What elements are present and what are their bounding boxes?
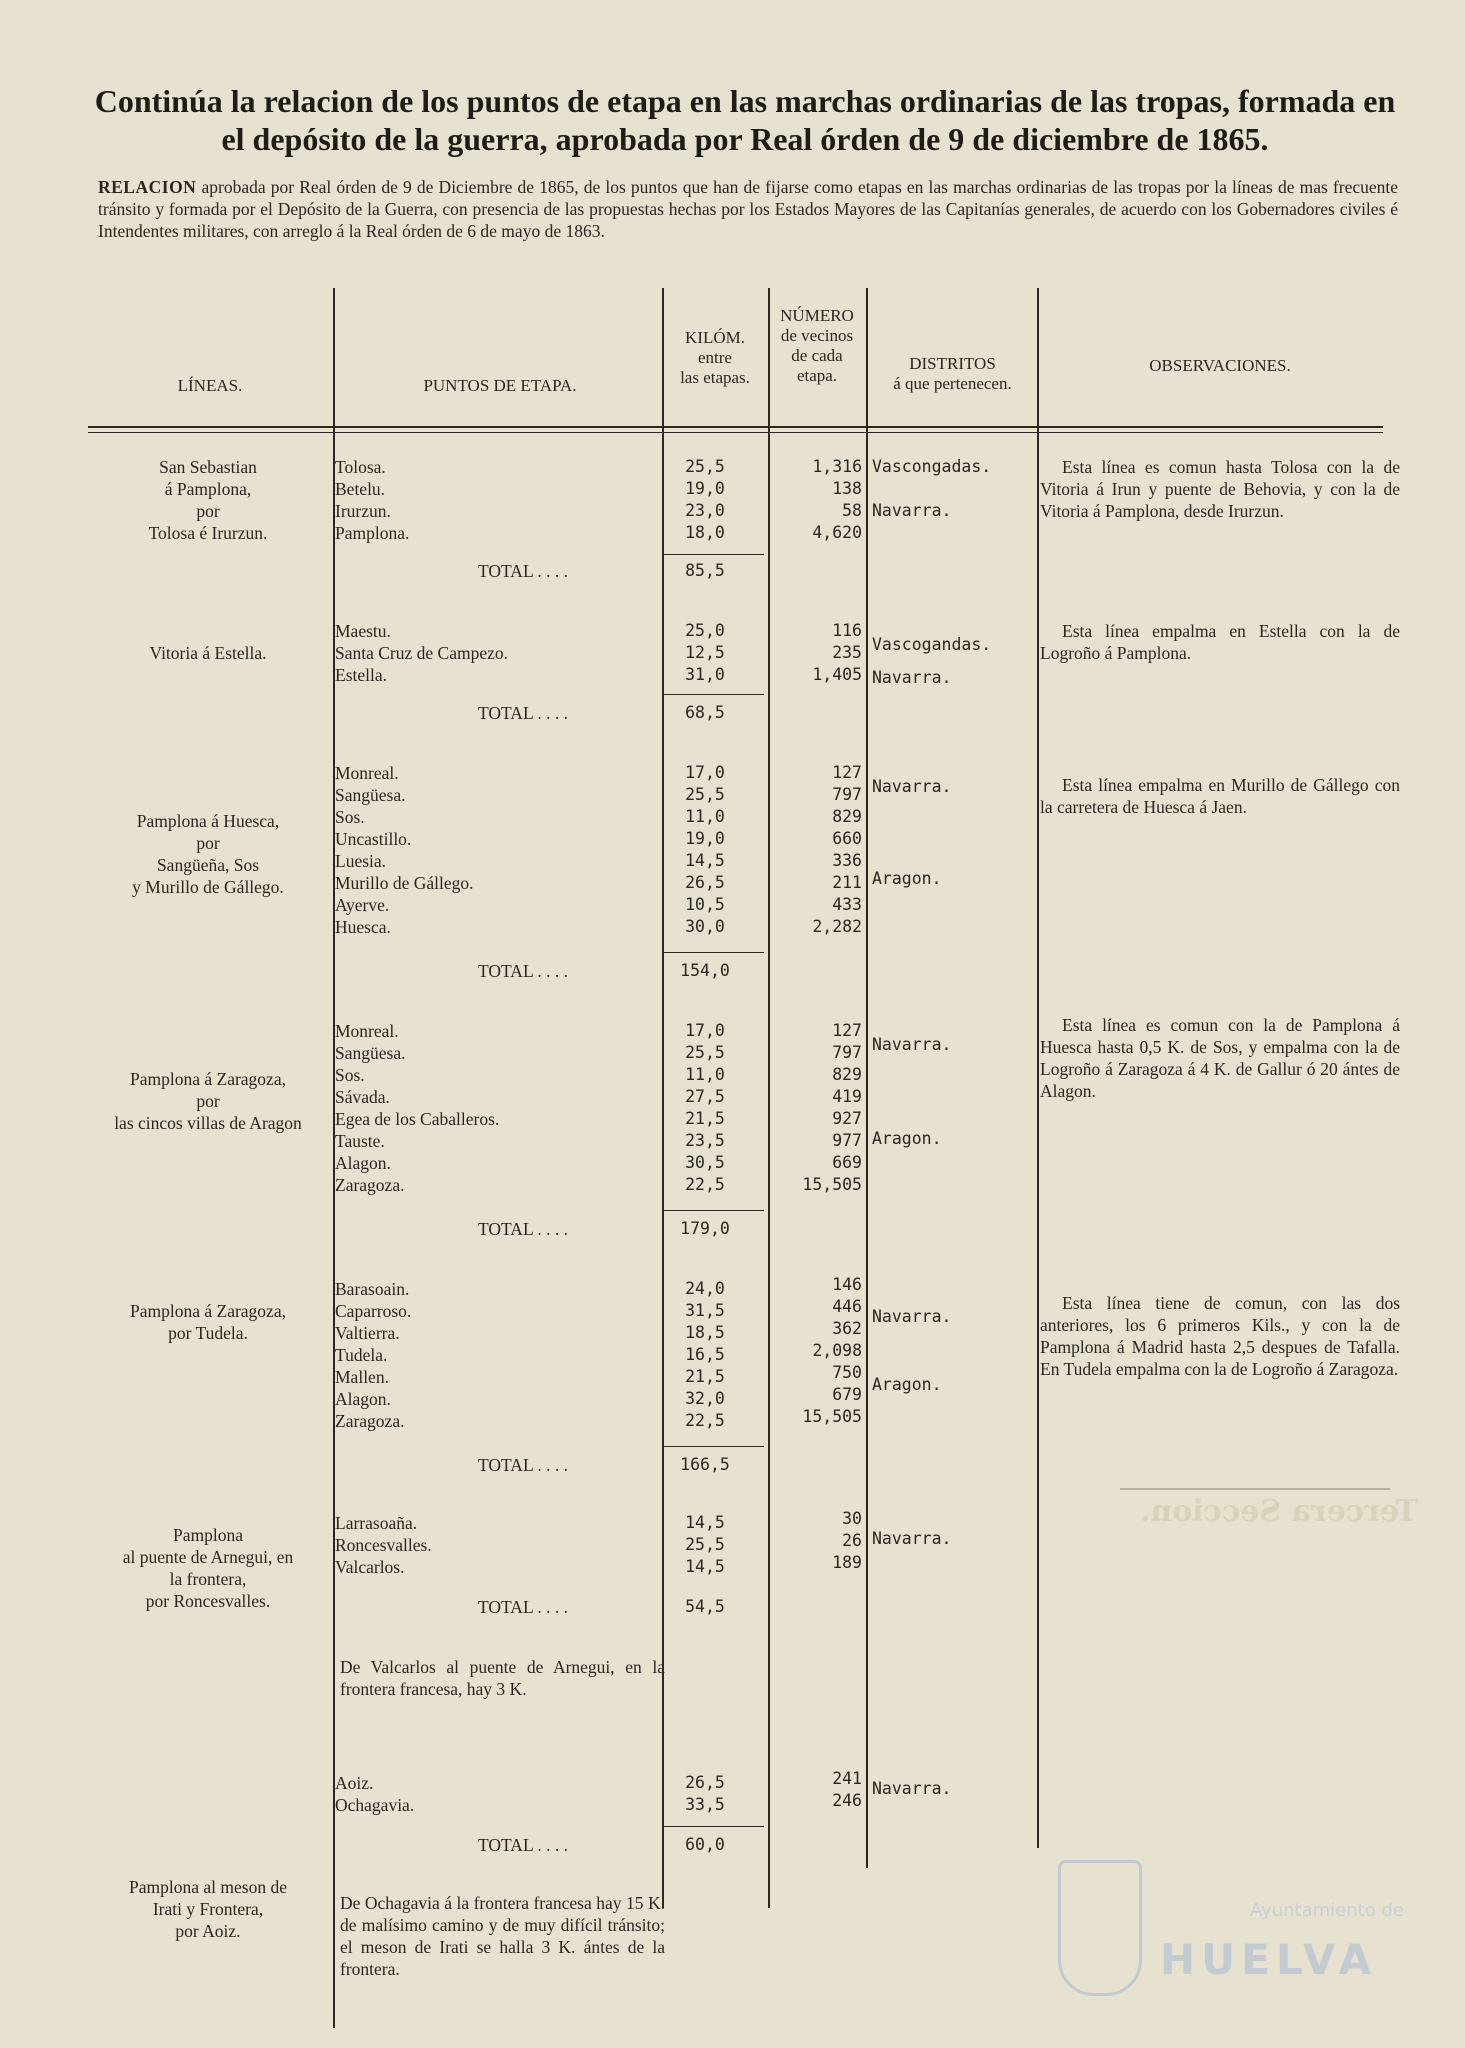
stop-distrito: Navarra. <box>872 1779 952 1798</box>
observation-text: Esta línea empalma en Estella con la de Logroño á Pamplona. <box>1040 621 1400 663</box>
total-km: 54,5 <box>685 1597 725 1616</box>
stop-vecinos: 1,316 <box>812 457 862 476</box>
linea-line: las cincos villas de Aragon <box>114 1113 302 1133</box>
stop-km: 26,5 <box>685 873 725 892</box>
stop-km: 12,5 <box>685 643 725 662</box>
stop-km: 30,5 <box>685 1153 725 1172</box>
linea-line: por Roncesvalles. <box>145 1591 271 1611</box>
stop-vecinos: 679 <box>832 1385 862 1404</box>
stop-name: Caparroso. <box>335 1301 412 1321</box>
header-rule <box>88 432 1383 433</box>
intro-lead: RELACION <box>98 177 197 197</box>
route-1-linea <box>88 456 328 544</box>
header-rule <box>88 426 1383 428</box>
stop-km: 16,5 <box>685 1345 725 1364</box>
stop-vecinos: 246 <box>832 1791 862 1810</box>
stop-km: 17,0 <box>685 1021 725 1040</box>
stop-km: 32,0 <box>685 1389 725 1408</box>
stop-vecinos: 927 <box>832 1109 862 1128</box>
stop-km: 11,0 <box>685 807 725 826</box>
stop-vecinos: 433 <box>832 895 862 914</box>
stop-km: 14,5 <box>685 851 725 870</box>
stop-km: 21,5 <box>685 1367 725 1386</box>
stop-name: Murillo de Gállego. <box>335 873 474 893</box>
linea-line: Sangüeña, Sos <box>156 855 260 875</box>
stop-km: 24,0 <box>685 1279 725 1298</box>
header-kilom-2: entre <box>698 348 732 367</box>
linea-line: Pamplona á Zaragoza, <box>130 1069 286 1089</box>
linea-line: Vitoria á Estella. <box>149 643 267 663</box>
total-label: TOTAL . . . . <box>478 703 568 723</box>
stop-name: Alagon. <box>335 1153 391 1173</box>
header-puntos: PUNTOS DE ETAPA. <box>423 376 577 395</box>
stop-name: Santa Cruz de Campezo. <box>335 643 509 663</box>
linea-line: Pamplona al meson de <box>129 1877 287 1897</box>
header-distritos <box>870 354 1035 394</box>
stop-km: 17,0 <box>685 763 725 782</box>
total-km: 154,0 <box>680 961 730 980</box>
stop-km: 30,0 <box>685 917 725 936</box>
stop-km: 18,0 <box>685 523 725 542</box>
stop-km: 31,5 <box>685 1301 725 1320</box>
stop-vecinos: 660 <box>832 829 862 848</box>
stop-vecinos: 4,620 <box>812 523 862 542</box>
margin-rule <box>1120 1488 1390 1490</box>
stop-name: Maestu. <box>335 621 391 641</box>
stop-km: 23,0 <box>685 501 725 520</box>
total-label: TOTAL . . . . <box>478 1219 568 1239</box>
header-kilom <box>664 328 766 388</box>
stop-vecinos: 58 <box>842 501 862 520</box>
linea-line: por <box>196 1091 220 1111</box>
stop-name: Valtierra. <box>335 1323 400 1343</box>
stop-distrito: Aragon. <box>872 1129 942 1148</box>
route-observation <box>1040 774 1400 818</box>
stop-name: Betelu. <box>335 479 386 499</box>
stop-name: Tolosa. <box>335 457 386 477</box>
stop-vecinos: 669 <box>832 1153 862 1172</box>
route-note: De Valcarlos al puente de Arnegui, en la frontera francesa, hay 3 K. <box>340 1657 665 1699</box>
linea-line: y Murillo de Gállego. <box>132 877 284 897</box>
header-numero-2: de vecinos <box>780 326 854 345</box>
total-rule <box>664 694 764 695</box>
margin-ghost-text: Tercera Seccion. <box>1140 1494 1418 1529</box>
stop-vecinos: 419 <box>832 1087 862 1106</box>
stop-distrito: Navarra. <box>872 501 952 520</box>
stop-vecinos: 15,505 <box>802 1407 862 1426</box>
header-numero-1: NÚMERO <box>780 306 854 325</box>
page-title <box>90 82 1400 158</box>
stop-name: Sangüesa. <box>335 785 406 805</box>
stop-vecinos: 146 <box>832 1275 862 1294</box>
route-7-linea <box>88 1876 328 1942</box>
stop-distrito: Vascongadas. <box>872 457 992 476</box>
total-label: TOTAL . . . . <box>478 961 568 981</box>
stop-name: Tudela. <box>335 1345 388 1365</box>
linea-line: al puente de Arnegui, en <box>122 1547 294 1567</box>
stop-name: Sávada. <box>335 1087 390 1107</box>
stop-name: Barasoain. <box>335 1279 410 1299</box>
stop-distrito: Navarra. <box>872 777 952 796</box>
total-km: 179,0 <box>680 1219 730 1238</box>
stop-name: Huesca. <box>335 917 391 937</box>
linea-line: Tolosa é Irurzun. <box>148 523 268 543</box>
total-km: 85,5 <box>685 561 725 580</box>
stop-vecinos: 829 <box>832 1065 862 1084</box>
stop-distrito: Aragon. <box>872 1375 942 1394</box>
stop-name: Egea de los Caballeros. <box>335 1109 500 1129</box>
header-numero <box>770 306 864 386</box>
total-rule <box>664 1826 764 1827</box>
stop-vecinos: 446 <box>832 1297 862 1316</box>
stop-vecinos: 2,282 <box>812 917 862 936</box>
header-numero-3: de cada <box>791 346 843 365</box>
observation-text: Esta línea empalma en Murillo de Gállego con la carretera de Huesca á Jaen. <box>1040 775 1400 817</box>
stop-vecinos: 797 <box>832 785 862 804</box>
stop-name: Sangüesa. <box>335 1043 406 1063</box>
total-label: TOTAL . . . . <box>478 1835 568 1855</box>
total-km: 68,5 <box>685 703 725 722</box>
total-rule <box>664 1446 764 1447</box>
stop-km: 26,5 <box>685 1773 725 1792</box>
stop-name: Roncesvalles. <box>335 1535 432 1555</box>
stop-distrito: Navarra. <box>872 668 952 687</box>
stop-vecinos: 241 <box>832 1769 862 1788</box>
stop-vecinos: 116 <box>832 621 862 640</box>
stop-name: Sos. <box>335 1065 365 1085</box>
stop-vecinos: 750 <box>832 1363 862 1382</box>
stop-vecinos: 235 <box>832 643 862 662</box>
stop-distrito: Navarra. <box>872 1529 952 1548</box>
column-rule <box>866 288 868 1868</box>
header-kilom-1: KILÓM. <box>685 328 745 347</box>
stop-name: Estella. <box>335 665 387 685</box>
route-2-linea <box>88 642 328 664</box>
stop-name: Alagon. <box>335 1389 391 1409</box>
stop-name: Ochagavia. <box>335 1795 415 1815</box>
stop-km: 27,5 <box>685 1087 725 1106</box>
stop-km: 10,5 <box>685 895 725 914</box>
route-observation <box>1040 620 1400 664</box>
stop-km: 25,5 <box>685 1043 725 1062</box>
stop-vecinos: 362 <box>832 1319 862 1338</box>
stop-km: 21,5 <box>685 1109 725 1128</box>
linea-line: Pamplona <box>173 1525 243 1545</box>
route-5-linea <box>88 1300 328 1344</box>
total-km: 166,5 <box>680 1455 730 1474</box>
watermark-crest-icon <box>1058 1860 1142 1996</box>
header-observaciones: OBSERVACIONES. <box>1149 356 1291 375</box>
total-label: TOTAL . . . . <box>478 1597 568 1617</box>
observation-text: Esta línea es comun con la de Pamplona á Huesca hasta 0,5 K. de Sos, y empalma con la de Logroño á Zaragoza á 4 K. de Gallur ó 20 ántes de Alagon. <box>1040 1015 1400 1101</box>
total-label: TOTAL . . . . <box>478 561 568 581</box>
route-3-linea <box>88 810 328 898</box>
stop-name: Irurzun. <box>335 501 391 521</box>
stop-vecinos: 127 <box>832 763 862 782</box>
stop-km: 14,5 <box>685 1513 725 1532</box>
stop-name: Tauste. <box>335 1131 385 1151</box>
intro-paragraph <box>98 176 1398 242</box>
stop-vecinos: 138 <box>832 479 862 498</box>
stop-name: Monreal. <box>335 763 399 783</box>
stop-name: Aoiz. <box>335 1773 374 1793</box>
stop-km: 18,5 <box>685 1323 725 1342</box>
header-distritos-2: á que pertenecen. <box>893 374 1012 393</box>
stop-km: 25,0 <box>685 621 725 640</box>
header-numero-4: etapa. <box>796 366 838 385</box>
stop-name: Monreal. <box>335 1021 399 1041</box>
stop-name: Luesia. <box>335 851 387 871</box>
stop-distrito: Vascogandas. <box>872 635 992 654</box>
route-observation <box>1040 1014 1400 1102</box>
header-distritos-1: DISTRITOS <box>909 354 996 373</box>
stop-km: 25,5 <box>685 785 725 804</box>
total-label: TOTAL . . . . <box>478 1455 568 1475</box>
linea-line: Pamplona á Huesca, <box>136 811 280 831</box>
stop-distrito: Aragon. <box>872 869 942 888</box>
stop-vecinos: 2,098 <box>812 1341 862 1360</box>
stop-vecinos: 797 <box>832 1043 862 1062</box>
observation-text: Esta línea es comun hasta Tolosa con la de Vitoria á Irun y puente de Behovia, y con la de Vitoria á Pamplona, desde Irurzun. <box>1040 457 1400 521</box>
route-4-linea <box>80 1068 336 1134</box>
route-observation <box>1040 456 1400 522</box>
stop-vecinos: 829 <box>832 807 862 826</box>
stop-vecinos: 211 <box>832 873 862 892</box>
linea-line: por Tudela. <box>168 1323 248 1343</box>
stop-vecinos: 15,505 <box>802 1175 862 1194</box>
stop-km: 19,0 <box>685 479 725 498</box>
stop-km: 33,5 <box>685 1795 725 1814</box>
route-note: De Ochagavia á la frontera francesa hay 15 K. de malísimo camino y de muy difícil tránsito; el meson de Irati se halla 3 K. ántes de la frontera. <box>340 1893 665 1979</box>
total-km: 60,0 <box>685 1835 725 1854</box>
title-line-2: el depósito de la guerra, aprobada por Real órden de 9 de diciembre de 1865. <box>221 121 1269 157</box>
stop-name: Valcarlos. <box>335 1557 405 1577</box>
stop-km: 11,0 <box>685 1065 725 1084</box>
stop-km: 31,0 <box>685 665 725 684</box>
stop-km: 22,5 <box>685 1175 725 1194</box>
stop-name: Sos. <box>335 807 365 827</box>
intro-text: aprobada por Real órden de 9 de Diciembre de 1865, de los puntos que han de fijarse como etapas en las marchas ordinarias de las tropas por la líneas de mas frecuente tránsito y formada por el Depósito de la Guerra, con presencia de las propuestas hechas por los Estados Mayores de las Capitanías generales, de acuerdo con los Gobernadores civiles é Intendentes militares, con arreglo á la Real órden de 6 de mayo de 1863. <box>98 177 1399 241</box>
stop-km: 22,5 <box>685 1411 725 1430</box>
stop-vecinos: 26 <box>842 1531 862 1550</box>
stop-distrito: Navarra. <box>872 1307 952 1326</box>
route-6-linea <box>88 1524 328 1612</box>
stop-name: Larrasoaña. <box>335 1513 418 1533</box>
linea-line: Irati y Frontera, <box>152 1899 264 1919</box>
stop-km: 14,5 <box>685 1557 725 1576</box>
total-rule <box>664 1210 764 1211</box>
total-rule <box>664 952 764 953</box>
stop-name: Pamplona. <box>335 523 410 543</box>
stop-distrito: Navarra. <box>872 1035 952 1054</box>
stop-name: Mallen. <box>335 1367 389 1387</box>
stop-vecinos: 336 <box>832 851 862 870</box>
stop-name: Uncastillo. <box>335 829 412 849</box>
linea-line: á Pamplona, <box>164 479 252 499</box>
stop-km: 19,0 <box>685 829 725 848</box>
watermark-subtitle: Ayuntamiento de <box>1250 1900 1404 1921</box>
stop-name: Zaragoza. <box>335 1411 405 1431</box>
observation-text: Esta línea tiene de comun, con las dos anteriores, los 6 primeros Kils., y con la de Pamplona á Madrid hasta 2,5 despues de Tafalla. En Tudela empalma con la de Logroño á Zaragoza. <box>1040 1293 1400 1379</box>
linea-line: Pamplona á Zaragoza, <box>130 1301 286 1321</box>
stop-km: 23,5 <box>685 1131 725 1150</box>
stop-vecinos: 127 <box>832 1021 862 1040</box>
watermark-name: HUELVA <box>1160 1935 1378 1984</box>
linea-line: por <box>196 501 220 521</box>
stop-name: Zaragoza. <box>335 1175 405 1195</box>
linea-line: la frontera, <box>169 1569 247 1589</box>
column-rule <box>1037 288 1039 1848</box>
title-line-1: Continúa la relacion de los puntos de etapa en las marchas ordinarias de las tropas, formada en <box>94 83 1396 119</box>
stop-vecinos: 977 <box>832 1131 862 1150</box>
stop-vecinos: 1,405 <box>812 665 862 684</box>
stop-km: 25,5 <box>685 457 725 476</box>
route-observation <box>1040 1292 1400 1380</box>
stop-vecinos: 189 <box>832 1553 862 1572</box>
linea-line: San Sebastian <box>159 457 257 477</box>
stop-name: Ayerve. <box>335 895 390 915</box>
total-rule <box>664 554 764 555</box>
stop-vecinos: 30 <box>842 1509 862 1528</box>
stop-km: 25,5 <box>685 1535 725 1554</box>
header-lineas: LÍNEAS. <box>177 376 243 395</box>
linea-line: por <box>196 833 220 853</box>
linea-line: por Aoiz. <box>175 1921 241 1941</box>
header-kilom-3: las etapas. <box>680 368 750 387</box>
